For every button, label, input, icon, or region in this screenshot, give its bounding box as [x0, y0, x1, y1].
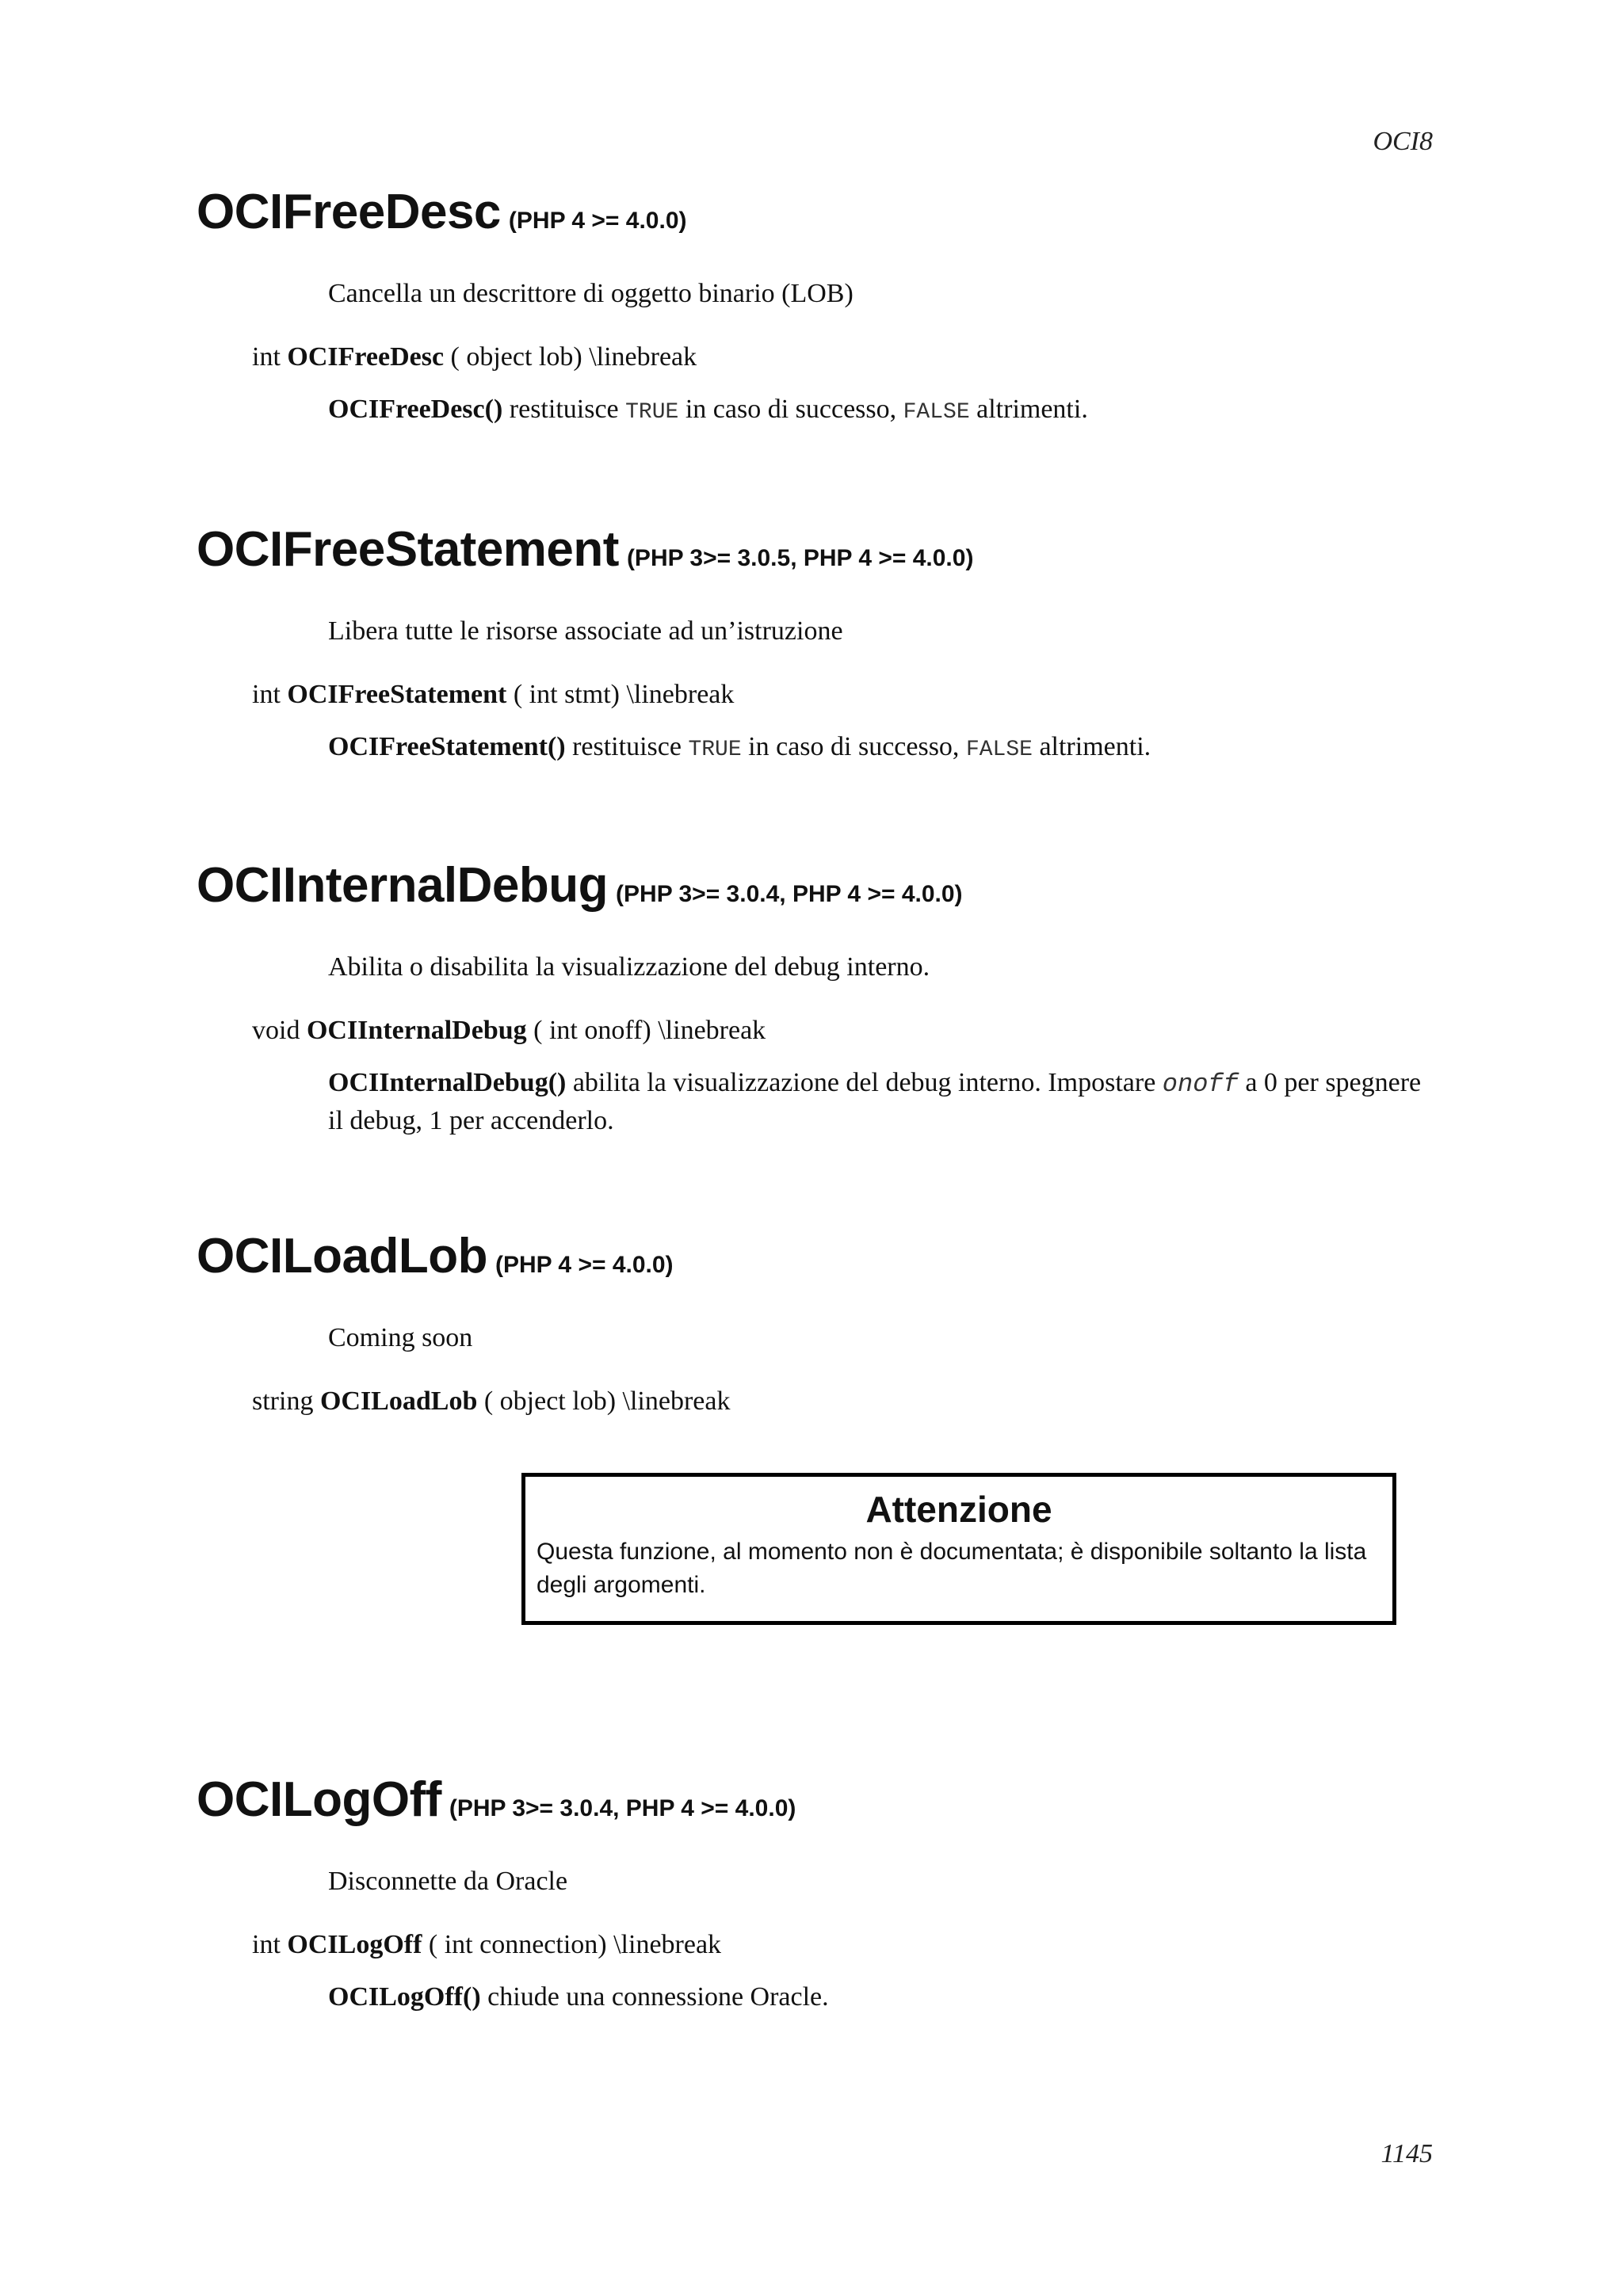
synopsis-suffix: \linebreak [613, 1930, 722, 1959]
synopsis-function-name: OCILogOff [287, 1930, 422, 1959]
purpose-text: Disconnette da Oracle [328, 1867, 568, 1896]
synopsis-params: ( int onoff) [533, 1016, 651, 1045]
warning-box [521, 1473, 1396, 1625]
description-function-ref: OCIFreeDesc() [328, 395, 503, 424]
parameter-onoff: onoff [1162, 1070, 1239, 1099]
version-info: (PHP 3>= 3.0.4, PHP 4 >= 4.0.0) [616, 881, 963, 907]
entry-ocifreedesc [197, 184, 1433, 425]
version-info: (PHP 4 >= 4.0.0) [508, 208, 687, 234]
description-function-ref: OCIInternalDebug() [328, 1068, 567, 1097]
constant-true: TRUE [625, 400, 679, 425]
return-type: int [252, 1930, 281, 1959]
entry-title [197, 521, 1433, 585]
function-name: OCILoadLob [197, 1229, 487, 1283]
function-synopsis [252, 1016, 766, 1046]
function-name: OCIInternalDebug [197, 858, 609, 913]
function-name: OCIFreeDesc [197, 185, 501, 239]
version-info: (PHP 3>= 3.0.4, PHP 4 >= 4.0.0) [449, 1795, 796, 1821]
description-text: OCILogOff() chiude una connessione Oracle. [328, 1982, 829, 2012]
entry-title [197, 1228, 1433, 1291]
synopsis-suffix: \linebreak [589, 342, 697, 372]
version-info: (PHP 3>= 3.0.5, PHP 4 >= 4.0.0) [626, 545, 974, 571]
purpose-text: Libera tutte le risorse associate ad un’istruzione [328, 616, 843, 646]
return-type: void [252, 1016, 300, 1045]
running-header: OCI8 [1373, 127, 1433, 156]
function-name: OCIFreeStatement [197, 522, 619, 577]
entry-title [197, 857, 1433, 921]
entry-title [197, 184, 1433, 247]
description-text: OCIInternalDebug() abilita la visualizzazione del debug interno. Impostare onoff a 0 per spegnere il debug, 1 per accenderlo. [328, 1068, 1422, 1135]
function-synopsis [252, 1386, 730, 1417]
purpose-text: Coming soon [328, 1323, 473, 1352]
description-function-ref: OCILogOff() [328, 1982, 481, 2012]
return-type: int [252, 680, 281, 709]
constant-false: FALSE [965, 738, 1033, 762]
entry-title [197, 1772, 1433, 1835]
description-text: OCIFreeStatement() restituisce TRUE in caso di successo, FALSE altrimenti. [328, 732, 1151, 762]
entry-ocilogoff [197, 1772, 1433, 2012]
constant-false: FALSE [903, 400, 970, 425]
function-synopsis [252, 680, 734, 710]
synopsis-function-name: OCILoadLob [319, 1386, 478, 1416]
page-number: 1145 [1381, 2139, 1433, 2168]
function-name: OCILogOff [197, 1772, 441, 1827]
return-type: int [252, 342, 281, 372]
return-type: string [252, 1386, 314, 1416]
synopsis-suffix: \linebreak [622, 1386, 731, 1416]
synopsis-suffix: \linebreak [626, 680, 735, 709]
description-text: OCIFreeDesc() restituisce TRUE in caso di successo, FALSE altrimenti. [328, 395, 1088, 425]
warning-title: Attenzione [865, 1489, 1052, 1530]
synopsis-params: ( object lob) [483, 1386, 617, 1416]
entry-ocifreestatement [197, 521, 1433, 762]
warning-text: Questa funzione, al momento non è documentata; è disponibile soltanto la lista degli argomenti. [537, 1539, 1367, 1598]
description-function-ref: OCIFreeStatement() [328, 732, 566, 761]
synopsis-params: ( int stmt) [513, 680, 620, 709]
purpose-text: Cancella un descrittore di oggetto binario (LOB) [328, 279, 854, 308]
constant-true: TRUE [688, 738, 742, 762]
purpose-text: Abilita o disabilita la visualizzazione del debug interno. [328, 952, 930, 982]
synopsis-suffix: \linebreak [658, 1016, 766, 1045]
function-synopsis [252, 1930, 721, 1960]
entry-ociloadlob [197, 1228, 1433, 1416]
synopsis-params: ( object lob) [450, 342, 582, 372]
entry-ociinternaldebug [197, 857, 1433, 1135]
synopsis-params: ( int connection) [428, 1930, 607, 1959]
synopsis-function-name: OCIFreeStatement [287, 680, 507, 709]
version-info: (PHP 4 >= 4.0.0) [495, 1252, 674, 1278]
synopsis-function-name: OCIInternalDebug [306, 1016, 527, 1045]
function-synopsis [252, 342, 697, 372]
synopsis-function-name: OCIFreeDesc [287, 342, 445, 372]
